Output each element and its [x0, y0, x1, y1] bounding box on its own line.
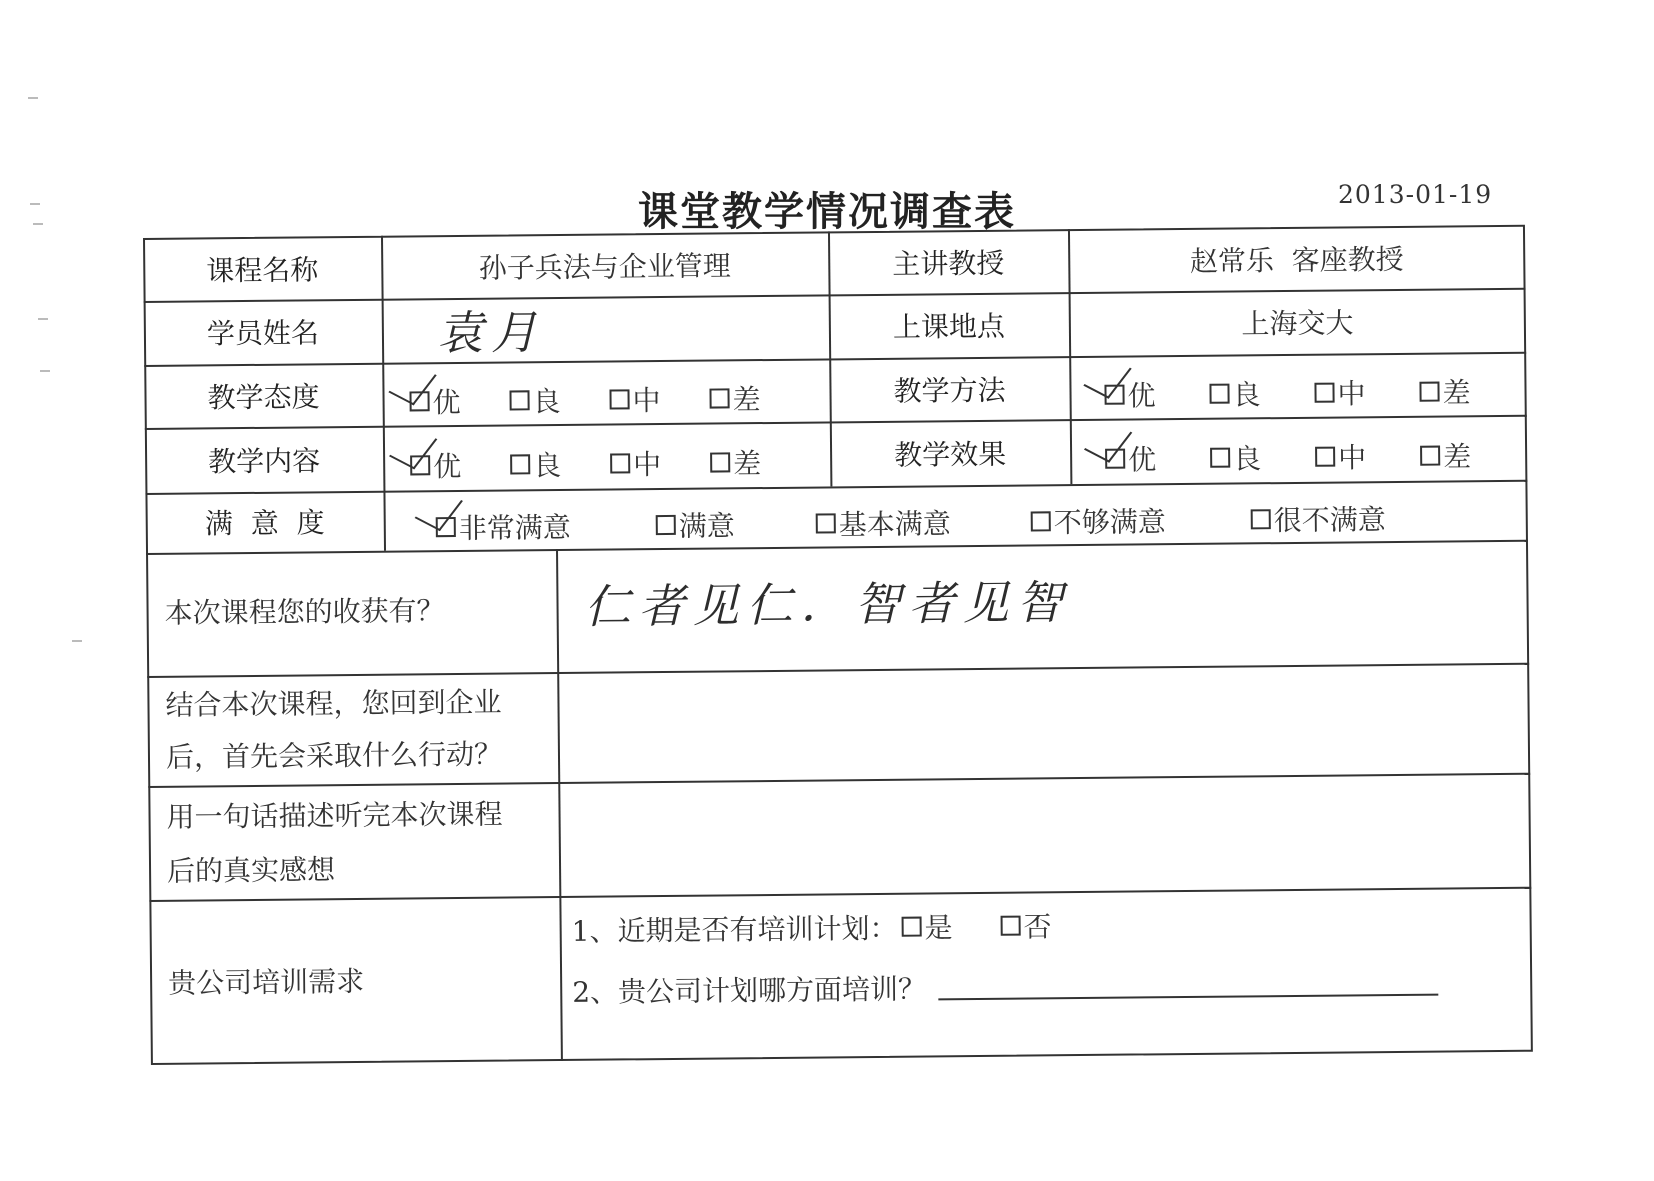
satisfaction-label: 满 意 度	[204, 506, 325, 541]
attitude-option-excellent[interactable]: 优	[409, 381, 460, 421]
scan-speck	[30, 203, 40, 205]
action-answer-area[interactable]	[559, 665, 1528, 780]
checkbox-icon[interactable]	[1031, 511, 1051, 531]
training-plan-no-checkbox[interactable]	[1000, 916, 1020, 936]
teaching-effect-label: 教学效果	[893, 437, 1007, 472]
feeling-question-label-line2: 后的真实感想	[166, 853, 336, 888]
teaching-method-label: 教学方法	[893, 373, 1006, 408]
course-name-value: 孙子兵法与企业管理	[478, 248, 731, 285]
checkbox-icon[interactable]	[1315, 447, 1335, 467]
gain-question-label: 本次课程您的收获有？	[164, 594, 445, 630]
effect-option-good[interactable]: 良	[1210, 437, 1261, 477]
checked-checkbox-icon[interactable]	[410, 455, 430, 475]
checkbox-icon[interactable]	[709, 388, 729, 408]
checkbox-icon[interactable]	[656, 515, 676, 535]
checked-checkbox-icon[interactable]	[409, 391, 429, 411]
checkbox-icon[interactable]	[710, 452, 730, 472]
lecturer-value: 赵常乐 客座教授	[1189, 242, 1404, 278]
checkbox-icon[interactable]	[1209, 384, 1229, 404]
attitude-option-average[interactable]: 中	[609, 379, 660, 419]
checked-checkbox-icon[interactable]	[1104, 385, 1124, 405]
action-question-label-line1: 结合本次课程，您回到企业	[165, 685, 502, 722]
checked-checkbox-icon[interactable]	[1105, 449, 1125, 469]
satisfaction-option-basically-satisfied[interactable]: 基本满意	[816, 502, 951, 543]
effect-option-average[interactable]: 中	[1315, 436, 1366, 476]
checkbox-icon[interactable]	[1210, 448, 1230, 468]
survey-form	[143, 225, 1533, 1065]
scan-speck	[33, 223, 43, 225]
student-name-value[interactable]: 袁月	[436, 305, 546, 361]
gain-answer[interactable]: 仁者见仁．智者见智	[584, 575, 1071, 634]
location-label: 上课地点	[892, 309, 1006, 344]
teaching-content-label: 教学内容	[207, 443, 321, 478]
training-area-question: 2、贵公司计划哪方面培训？	[572, 963, 1438, 1011]
satisfaction-option-very-dissatisfied[interactable]: 很不满意	[1251, 498, 1386, 539]
attitude-option-poor[interactable]: 差	[709, 378, 760, 418]
course-name-label: 课程名称	[206, 252, 319, 287]
effect-option-poor[interactable]: 差	[1420, 435, 1471, 475]
training-plan-yes-checkbox[interactable]	[901, 917, 921, 937]
scan-speck	[38, 318, 48, 320]
checked-checkbox-icon[interactable]	[436, 517, 456, 537]
teaching-attitude-label: 教学态度	[207, 379, 320, 414]
content-option-poor[interactable]: 差	[710, 442, 761, 482]
checkbox-icon[interactable]	[610, 453, 630, 473]
lecturer-label: 主讲教授	[892, 246, 1005, 281]
scan-speck	[28, 97, 38, 99]
satisfaction-option-not-satisfied-enough[interactable]: 不够满意	[1031, 500, 1166, 541]
checkbox-icon[interactable]	[509, 390, 529, 410]
satisfaction-option-very-satisfied[interactable]: 非常满意	[436, 506, 571, 547]
checkbox-icon[interactable]	[1314, 383, 1334, 403]
content-option-average[interactable]: 中	[610, 443, 661, 483]
checkbox-icon[interactable]	[816, 513, 836, 533]
checkbox-icon[interactable]	[1420, 446, 1440, 466]
checkbox-icon[interactable]	[609, 389, 629, 409]
checkbox-icon[interactable]	[510, 454, 530, 474]
checkbox-icon[interactable]	[1251, 509, 1271, 529]
feeling-answer-area[interactable]	[560, 775, 1529, 894]
method-option-average[interactable]: 中	[1314, 372, 1365, 412]
content-option-good[interactable]: 良	[510, 444, 561, 484]
method-option-poor[interactable]: 差	[1419, 371, 1470, 411]
scan-speck	[72, 640, 82, 642]
training-area-input-line[interactable]	[938, 970, 1438, 1001]
action-question-label-line2: 后，首先会采取什么行动？	[165, 737, 503, 774]
scan-speck	[40, 370, 50, 372]
feeling-question-label-line1: 用一句话描述听完本次课程	[166, 797, 503, 834]
student-name-label: 学员姓名	[206, 316, 320, 351]
checkbox-icon[interactable]	[1419, 382, 1439, 402]
location-value: 上海交大	[1241, 306, 1354, 341]
satisfaction-option-satisfied[interactable]: 满意	[656, 504, 735, 545]
training-needs-label: 贵公司培训需求	[167, 964, 365, 1000]
method-option-good[interactable]: 良	[1209, 373, 1260, 413]
attitude-option-good[interactable]: 良	[509, 380, 560, 420]
page-title: 课堂教学情况调查表	[638, 189, 1016, 235]
training-plan-question: 1、近期是否有培训计划： 是 否	[571, 910, 1052, 948]
survey-date: 2013-01-19	[1338, 180, 1493, 209]
effect-option-excellent[interactable]: 优	[1105, 438, 1156, 478]
method-option-excellent[interactable]: 优	[1104, 374, 1155, 414]
content-option-excellent[interactable]: 优	[410, 445, 461, 485]
